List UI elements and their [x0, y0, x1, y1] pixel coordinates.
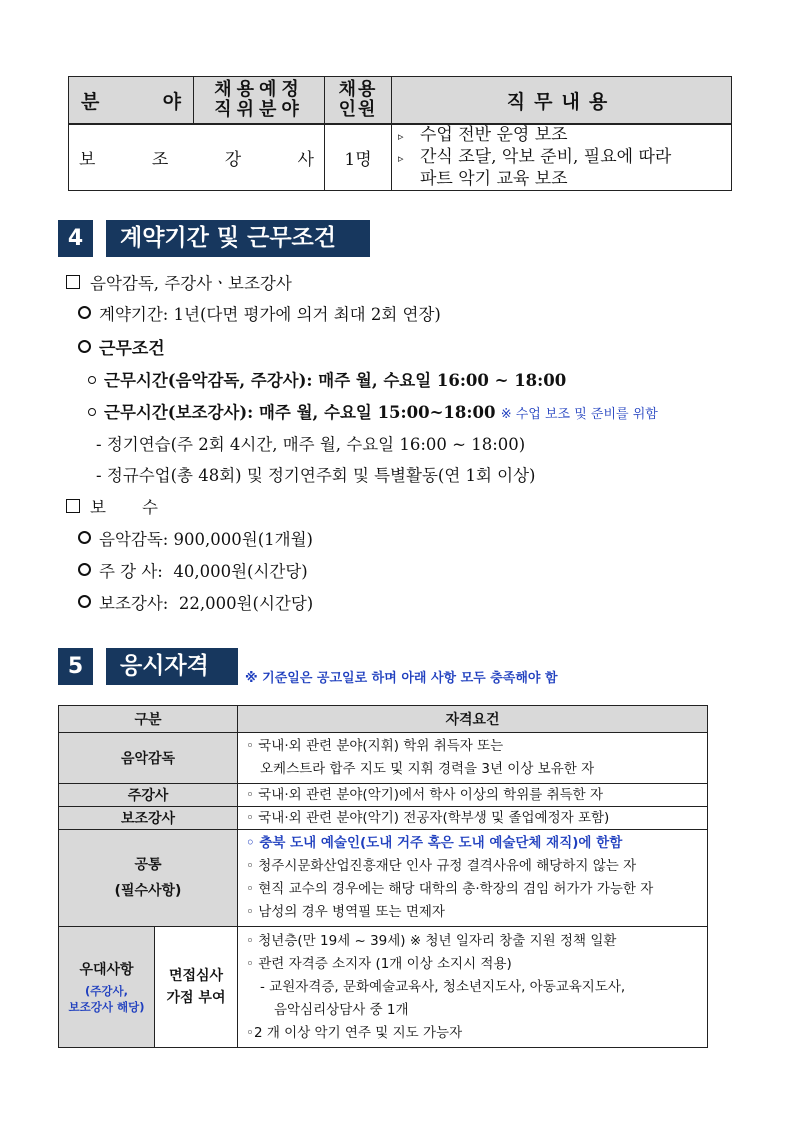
category-header: 구분 — [59, 706, 238, 733]
duty-cell: ▹ 수업 전반 운영 보조 ▹ 간식 조달, 악보 준비, 필요에 따라 파트 악기 교육 보조 — [392, 124, 732, 191]
requirements-header: 자격요건 — [238, 706, 708, 733]
section4-number: 4 — [58, 220, 93, 257]
target-line: 음악감독, 주강사ㆍ보조강사 — [66, 270, 292, 294]
regular-line: - 정규수업(총 48회) 및 정기연주회 및 특별활동(연 1회 이상) — [96, 466, 536, 485]
assist-label: 보조강사 — [59, 807, 238, 830]
conditions-title: 근무조건 — [78, 334, 165, 359]
section4-title: 계약기간 및 근무조건 — [106, 220, 370, 257]
preferred-label: 우대사항 (주강사, 보조강사 해당) — [59, 927, 155, 1048]
pay-assist: 보조강사: 22,000원(시간당) — [78, 590, 313, 614]
common-req: ◦ 충북 도내 예술인(도내 거주 혹은 도내 예술단체 재직)에 한함 ◦ 청주시문화산업진흥재단 인사 규정 결격사유에 해당하지 않는 자 ◦ 현직 교수의 경우에는 해당 대학의 총·학장의 겸임 허가가 가능한 자 ◦ 남성의 경우 병역필 또는 면제자 — [238, 830, 708, 927]
hours-assist-line: 근무시간(보조강사): 매주 월, 수요일 15:00~18:00 ※ 수업 보조 및 준비를 위함 — [88, 399, 658, 423]
field-header: 분 야 — [69, 77, 194, 125]
position-table — [68, 76, 732, 191]
contract-line: 계약기간: 1년(다면 평가에 의거 최대 2회 연장) — [78, 301, 441, 325]
director-req: ◦ 국내·외 관련 분야(지휘) 학위 취득자 또는 오케스트라 합주 지도 및 지휘 경력을 3년 이상 보유한 자 — [238, 733, 708, 784]
pay-main: 주 강 사: 40,000원(시간당) — [78, 558, 308, 582]
hours-main-line: 근무시간(음악감독, 주강사): 매주 월, 수요일 16:00 ~ 18:00 — [88, 367, 566, 391]
bonus-label: 면접심사 가점 부여 — [155, 927, 238, 1048]
qualification-table — [58, 705, 708, 1048]
rehearsal-line: - 정기연습(주 2회 4시간, 매주 월, 수요일 16:00 ~ 18:00) — [96, 435, 526, 454]
duty-header: 직무내용 — [392, 77, 732, 125]
section5-number: 5 — [58, 648, 93, 685]
section5-title: 응시자격 — [106, 648, 238, 685]
assist-req: ◦ 국내·외 관련 분야(악기) 전공자(학부생 및 졸업예정자 포함) — [238, 807, 708, 830]
director-label: 음악감독 — [59, 733, 238, 784]
count-header: 채용 인원 — [325, 77, 392, 125]
preferred-req: ◦ 청년층(만 19세 ~ 39세) ※ 청년 일자리 창출 지원 정책 일환 ◦ 관련 자격증 소지자 (1개 이상 소지시 적용) - 교원자격증, 문화예술교육사, 청소년지도사, 아동교육지도사, 음악심리상담사 중 1개 ◦2 개 이상 악기 연주 및 지도 가능자 — [238, 927, 708, 1048]
pay-title: 보 수 — [66, 494, 158, 518]
pay-director: 음악감독: 900,000원(1개월) — [78, 526, 313, 550]
position-header: 채용예정 직위분야 — [194, 77, 325, 125]
main-req: ◦ 국내·외 관련 분야(악기)에서 학사 이상의 학위를 취득한 자 — [238, 784, 708, 807]
section5-note: ※ 기준일은 공고일로 하며 아래 사항 모두 충족해야 함 — [245, 671, 558, 686]
field-cell: 보 조 강 사 — [69, 124, 325, 191]
main-label: 주강사 — [59, 784, 238, 807]
common-label: 공통 (필수사항) — [59, 830, 238, 927]
count-cell: 1명 — [325, 124, 392, 191]
